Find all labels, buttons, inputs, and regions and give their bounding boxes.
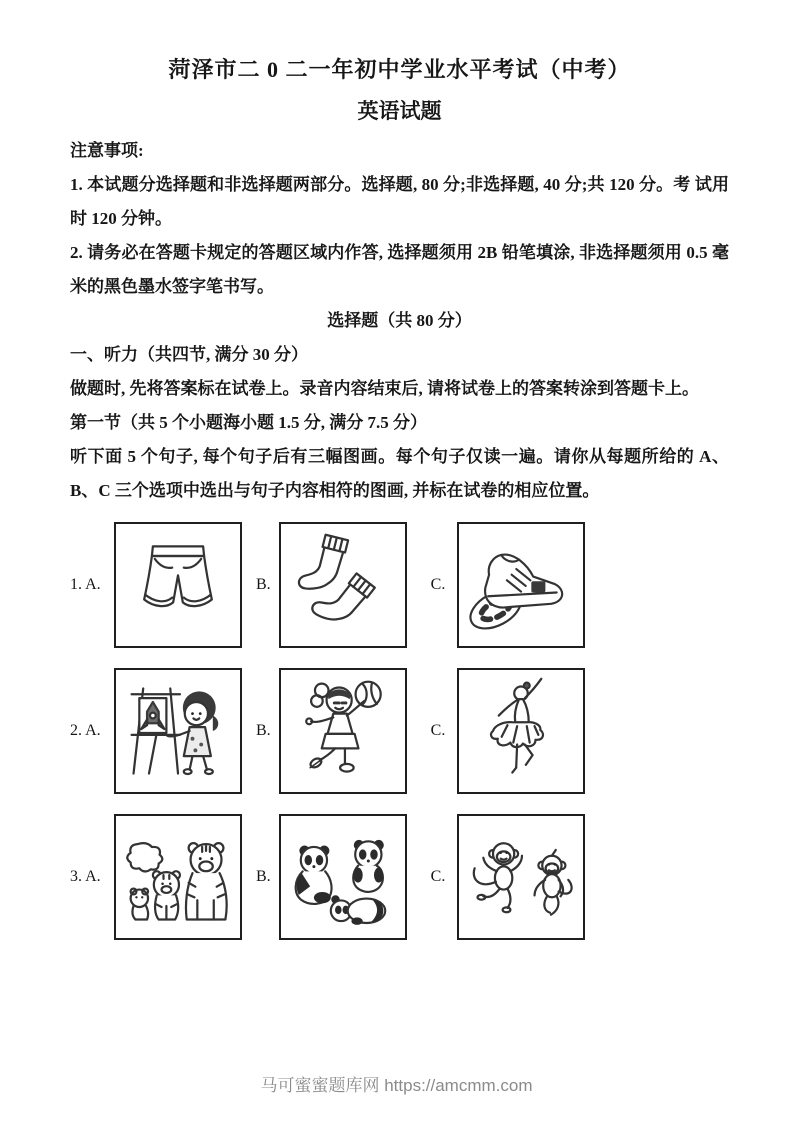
question-3-option-c-label: C. [430, 868, 446, 885]
question-1-row [70, 522, 729, 648]
question-3-option-a-label: 3. A. [70, 868, 101, 885]
question-1-option-c-box [457, 522, 585, 648]
sports-shoes-image [460, 527, 582, 643]
choice-section-heading: 选择题（共 80 分） [327, 311, 472, 330]
site-watermark: 马可蜜蜜题库网 https://amcmm.com [260, 1076, 533, 1095]
question-3-option-c-box [457, 814, 585, 940]
listening-heading: 一、听力（共四节, 满分 30 分） [70, 345, 308, 364]
exam-subtitle: 英语试题 [357, 99, 442, 123]
question-1-option-b-box [279, 522, 407, 648]
question-2-option-c-label: C. [430, 722, 446, 739]
exam-title: 菏泽市二 0 二一年初中学业水平考试（中考） [168, 57, 631, 82]
question-2-option-c-box [457, 668, 585, 794]
girl-playing-ball-image [284, 673, 402, 789]
question-3-row [70, 814, 729, 940]
question-3-option-a-box [114, 814, 242, 940]
question-2-option-b-box [279, 668, 407, 794]
question-1-option-a-label: 1. A. [70, 576, 101, 593]
section1-heading: 第一节（共 5 个小题海小题 1.5 分, 满分 7.5 分） [70, 413, 427, 432]
listening-note: 做题时, 先将答案标在试卷上。录音内容结束后, 请将试卷上的答案转涂到答题卡上。 [70, 379, 699, 398]
socks-image [284, 527, 402, 643]
question-3-option-b-label: B. [256, 868, 271, 885]
pandas-image [282, 819, 404, 935]
monkeys-image [462, 821, 580, 933]
question-1-option-c-label: C. [430, 576, 446, 593]
question-1-option-b-label: B. [256, 576, 271, 593]
question-2-option-a-label: 2. A. [70, 722, 101, 739]
question-2-option-a-box [114, 668, 242, 794]
question-2-option-b-label: B. [256, 722, 271, 739]
notice-item-2: 2. 请务必在答题卡规定的答题区域内作答, 选择题须用 2B 铅笔填涂, 非选择题须用 0.5 毫米的黑色墨水签字笔书写。 [70, 243, 729, 296]
question-1-option-a-box [114, 522, 242, 648]
notice-item-1: 1. 本试题分选择题和非选择题两部分。选择题, 80 分;非选择题, 40 分;共 120 分。考 试用时 120 分钟。 [70, 175, 729, 228]
girl-painting-image [119, 673, 237, 789]
question-2-row [70, 668, 729, 794]
section1-instructions: 听下面 5 个句子, 每个句子后有三幅图画。每个句子仅读一遍。请你从每题所给的 A、B、C 三个选项中选出与句子内容相符的图画, 并标在试卷的相应位置。 [70, 447, 729, 500]
tigers-image [119, 819, 237, 935]
notice-heading: 注意事项: [70, 141, 144, 160]
shorts-image [119, 527, 237, 643]
question-3-option-b-box [279, 814, 407, 940]
ballet-dancer-image [462, 673, 580, 789]
